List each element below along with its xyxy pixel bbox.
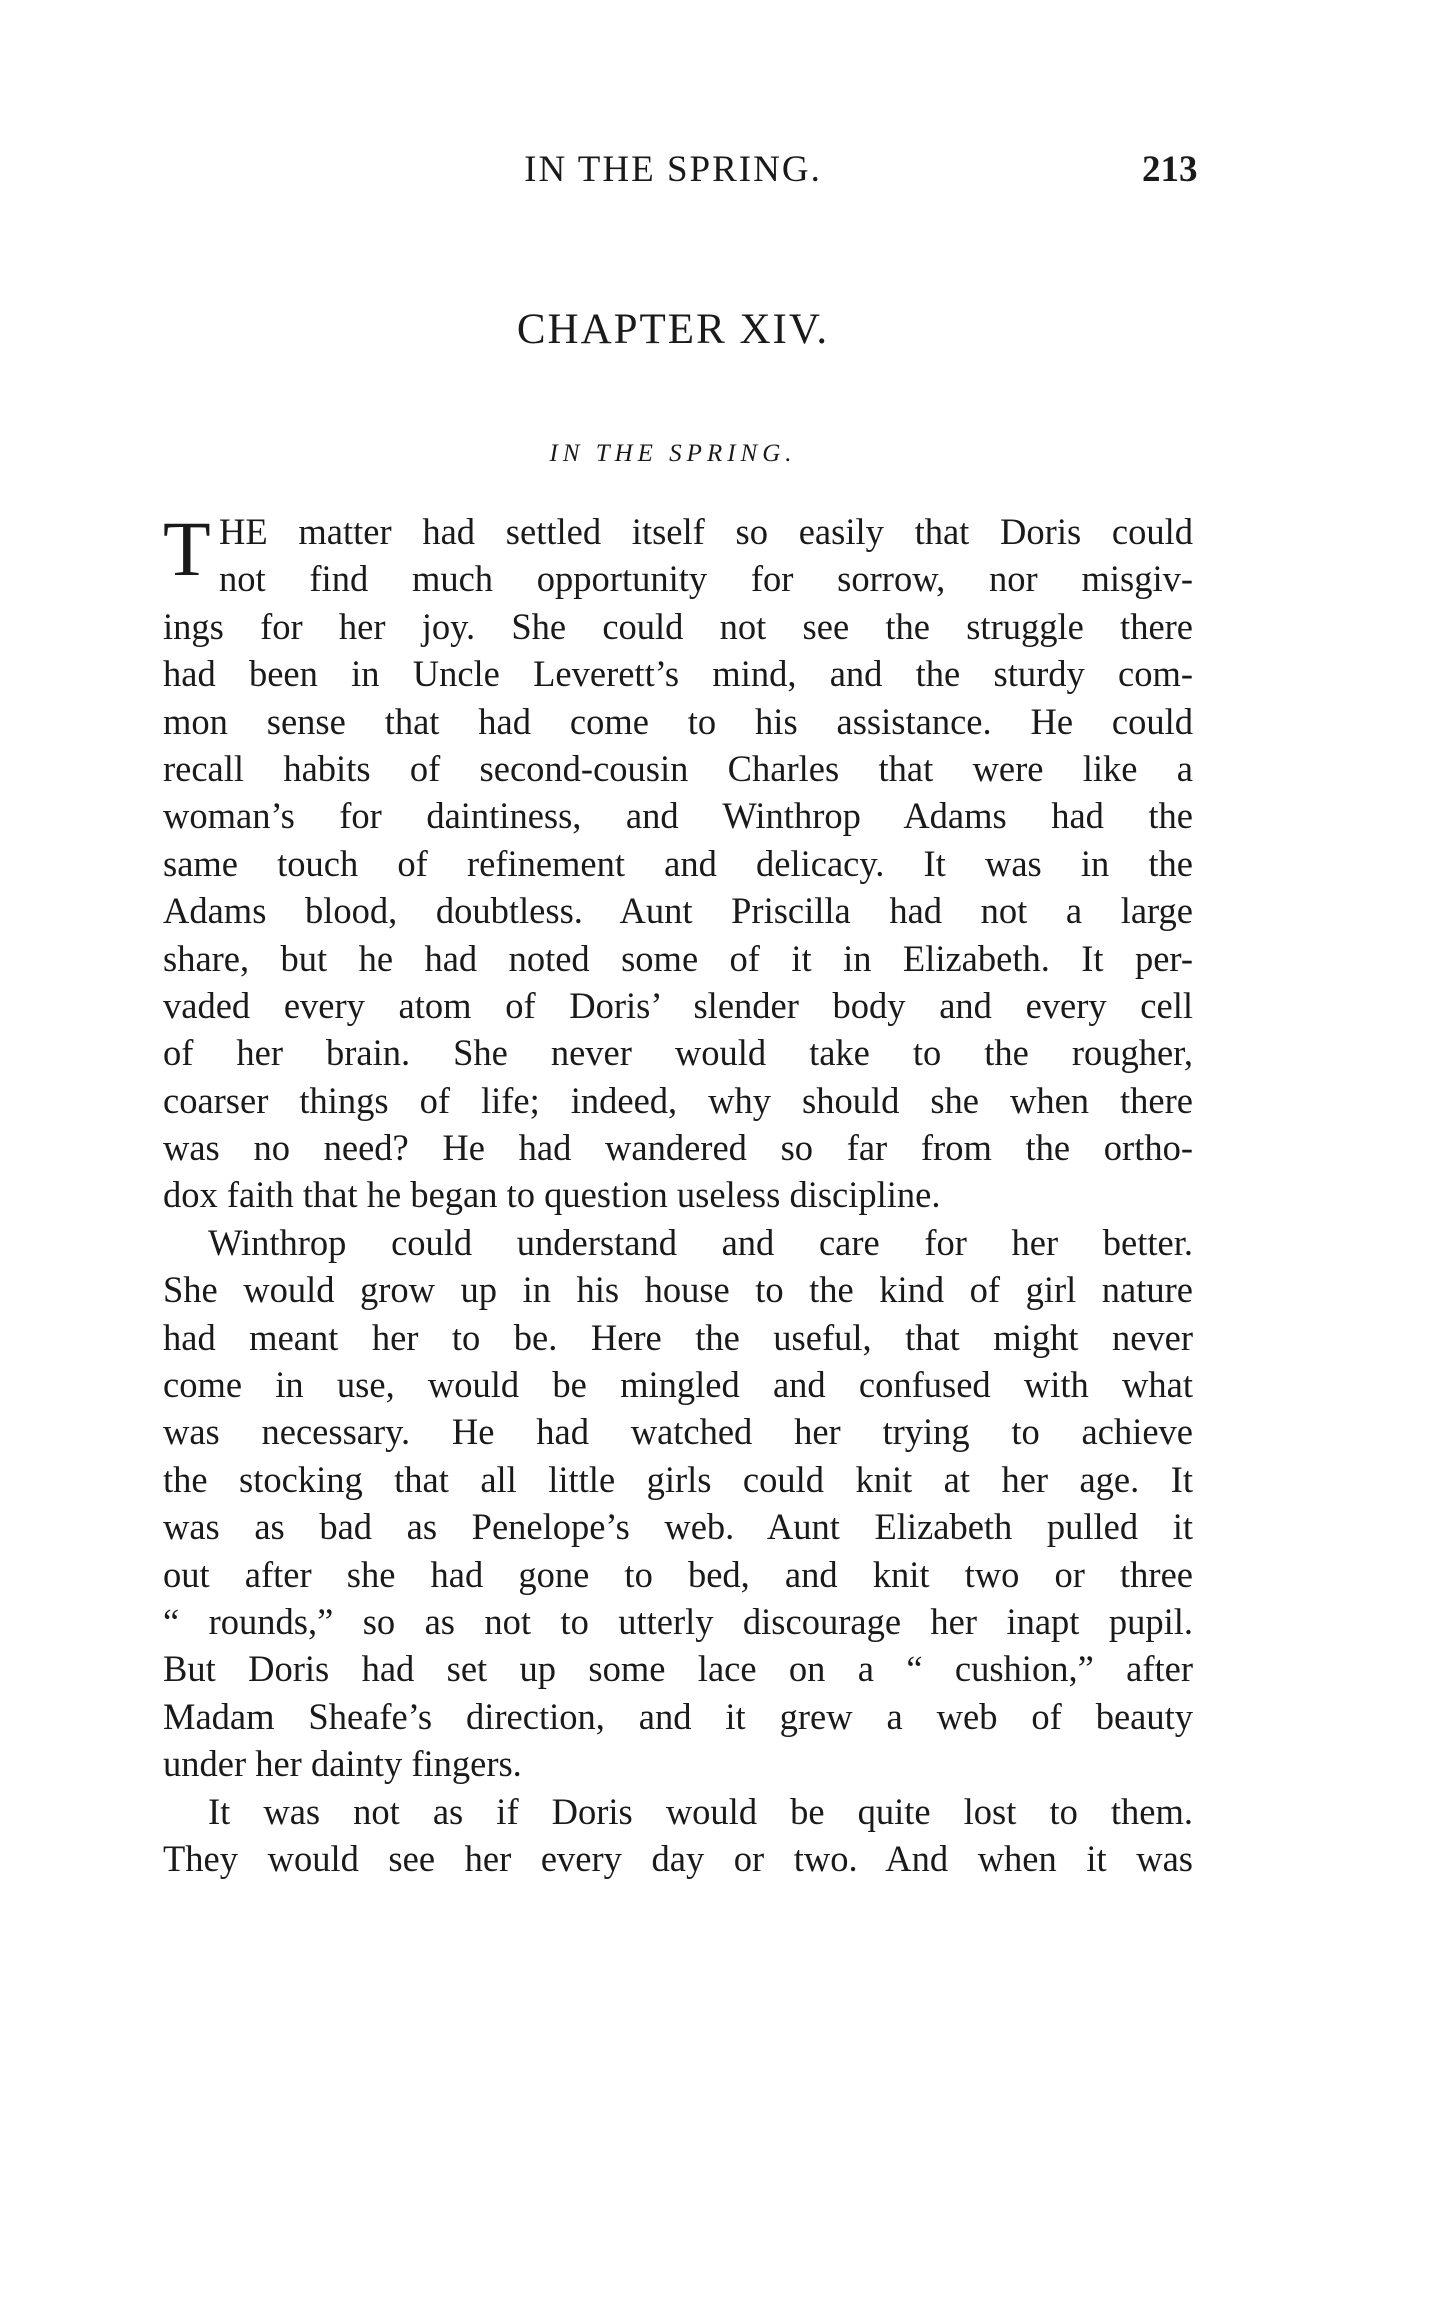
text-line: woman’s for daintiness, and Winthrop Adams had the xyxy=(163,795,1193,837)
text-line: was necessary. He had watched her trying to achieve xyxy=(163,1411,1193,1453)
drop-cap: T xyxy=(163,505,211,592)
text-line: the stocking that all little girls could knit at her age. It xyxy=(163,1458,1193,1500)
text-line: vaded every atom of Doris’ slender body and every cell xyxy=(163,984,1193,1026)
text-line: But Doris had set up some lace on a “ cushion,” after xyxy=(163,1648,1193,1690)
text-line: had meant her to be. Here the useful, that might never xyxy=(163,1316,1193,1358)
body-text xyxy=(163,505,1193,1882)
text-line: It was not as if Doris would be quite lost to them. xyxy=(208,1790,1193,1832)
chapter-title: CHAPTER XIV. xyxy=(516,306,830,353)
text-line: had been in Uncle Leverett’s mind, and the sturdy com- xyxy=(163,653,1193,695)
text-line: Madam Sheafe’s direction, and it grew a web of beauty xyxy=(163,1695,1193,1737)
text-line: Winthrop could understand and care for her better. xyxy=(208,1221,1193,1263)
text-line: share, but he had noted some of it in Elizabeth. It per- xyxy=(163,937,1193,979)
text-line: HE matter had settled itself so easily that Doris could xyxy=(219,511,1193,552)
page-number: 213 xyxy=(1142,149,1198,190)
text-line: come in use, would be mingled and confused with what xyxy=(163,1364,1193,1406)
text-line: Adams blood, doubtless. Aunt Priscilla had not a large xyxy=(163,890,1193,932)
running-title: IN THE SPRING. xyxy=(524,149,822,190)
text-line: “ rounds,” so as not to utterly discourage her inapt pupil. xyxy=(163,1600,1193,1642)
text-line: They would see her every day or two. And when it was xyxy=(163,1837,1193,1879)
text-line: recall habits of second-cousin Charles that were like a xyxy=(163,747,1193,789)
text-line: out after she had gone to bed, and knit two or three xyxy=(163,1553,1193,1595)
text-line: dox faith that he began to question useless discipline. xyxy=(163,1174,941,1216)
text-line: not find much opportunity for sorrow, nor misgiv- xyxy=(219,558,1193,600)
text-line: ings for her joy. She could not see the struggle there xyxy=(163,605,1193,647)
text-line: of her brain. She never would take to the rougher, xyxy=(163,1032,1193,1074)
text-line: under her dainty fingers. xyxy=(163,1743,522,1785)
text-line: was no need? He had wandered so far from the ortho- xyxy=(163,1127,1193,1169)
text-line: was as bad as Penelope’s web. Aunt Elizabeth pulled it xyxy=(163,1506,1193,1548)
text-line: same touch of refinement and delicacy. It was in the xyxy=(163,842,1193,884)
text-line: coarser things of life; indeed, why should she when there xyxy=(163,1079,1193,1121)
text-line: mon sense that had come to his assistance. He could xyxy=(163,700,1193,742)
running-head xyxy=(0,148,1453,198)
chapter-subtitle: IN THE SPRING. xyxy=(549,440,797,467)
text-line: She would grow up in his house to the kind of girl nature xyxy=(163,1269,1193,1311)
